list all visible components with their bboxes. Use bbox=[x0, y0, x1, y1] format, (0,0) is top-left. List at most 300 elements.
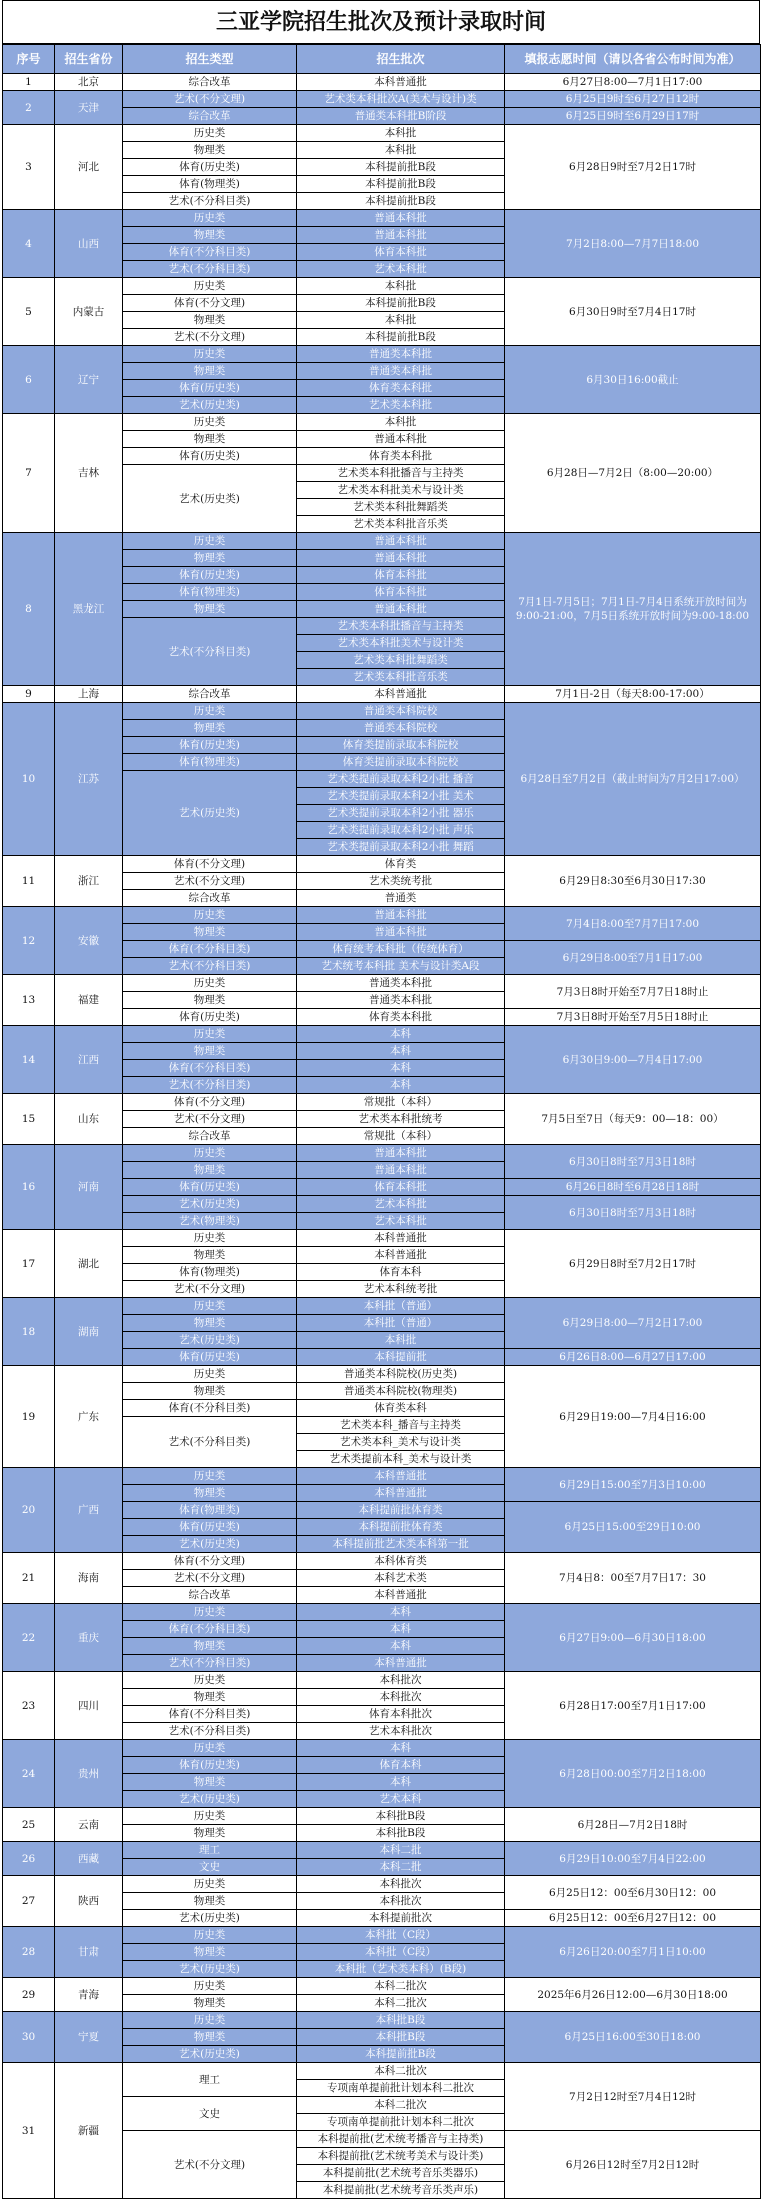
province-group bbox=[3, 278, 761, 346]
application-time: 6月25日9时至6月27日12时 bbox=[505, 91, 761, 108]
admission-type: 历史类 bbox=[123, 1978, 297, 1995]
admission-batch: 普通类本科批 bbox=[297, 346, 505, 363]
admission-type: 艺术(历史类) bbox=[123, 1332, 297, 1349]
application-time: 6月28日00:00至7月2日18:00 bbox=[505, 1740, 761, 1808]
application-time: 6月25日15:00至29日10:00 bbox=[505, 1502, 761, 1553]
province-group bbox=[3, 91, 761, 125]
admission-batch: 普通本科批 bbox=[297, 924, 505, 941]
admission-type: 体育(历史类) bbox=[123, 1349, 297, 1366]
province-group bbox=[3, 856, 761, 907]
province-group bbox=[3, 1230, 761, 1298]
admission-type: 艺术(不分文理) bbox=[123, 873, 297, 890]
row-number: 2 bbox=[3, 91, 55, 125]
admission-batch: 普通类本科院校 bbox=[297, 703, 505, 720]
province-group bbox=[3, 346, 761, 414]
admission-batch: 本科批B段 bbox=[297, 2029, 505, 2046]
admission-type: 历史类 bbox=[123, 1366, 297, 1383]
province-group bbox=[3, 907, 761, 975]
province-group bbox=[3, 1808, 761, 1842]
admission-type: 历史类 bbox=[123, 1298, 297, 1315]
admission-batch: 普通本科批 bbox=[297, 1162, 505, 1179]
admission-batch: 本科二批次 bbox=[297, 2097, 505, 2114]
admission-batch: 本科批 bbox=[297, 125, 505, 142]
province-group bbox=[3, 1468, 761, 1553]
admission-batch: 本科普通批 bbox=[297, 1655, 505, 1672]
province-group bbox=[3, 74, 761, 91]
admission-type: 物理类 bbox=[123, 1689, 297, 1706]
admission-type: 物理类 bbox=[123, 720, 297, 737]
admission-batch: 本科普通批 bbox=[297, 1230, 505, 1247]
province-name: 海南 bbox=[55, 1553, 123, 1604]
header-batch: 招生批次 bbox=[297, 45, 505, 74]
admission-batch: 艺术类本科批 bbox=[297, 397, 505, 414]
admission-batch: 艺术类本科批舞蹈类 bbox=[297, 499, 505, 516]
admission-type: 艺术(历史类) bbox=[123, 1910, 297, 1927]
application-time: 6月28日至7月2日（截止时间为7月2日17:00） bbox=[505, 703, 761, 856]
admission-batch: 普通类本科院校(物理类) bbox=[297, 1383, 505, 1400]
admission-batch: 艺术类本科批次A(美术与设计)类 bbox=[297, 91, 505, 108]
admission-type: 艺术(历史类) bbox=[123, 771, 297, 856]
admission-batch: 普通类本科批 bbox=[297, 363, 505, 380]
application-time: 6月26日8时至6月28日18时 bbox=[505, 1179, 761, 1196]
application-time: 7月2日12时至7月4日12时 bbox=[505, 2063, 761, 2131]
application-time: 6月28日9时至7月2日17时 bbox=[505, 125, 761, 210]
admission-batch: 体育本科批 bbox=[297, 584, 505, 601]
admission-type: 体育(不分科目类) bbox=[123, 1060, 297, 1077]
admission-batch: 普通本科批 bbox=[297, 431, 505, 448]
province-group bbox=[3, 1145, 761, 1230]
admission-batch: 本科提前批(艺术统考音乐类器乐) bbox=[297, 2165, 505, 2182]
province-name: 江西 bbox=[55, 1026, 123, 1094]
admission-batch: 普通类本科院校(历史类) bbox=[297, 1366, 505, 1383]
province-name: 黑龙江 bbox=[55, 533, 123, 686]
admission-type: 综合改革 bbox=[123, 74, 297, 91]
admission-type: 物理类 bbox=[123, 1383, 297, 1400]
application-time: 6月29日8:00至7月1日17:00 bbox=[505, 941, 761, 975]
admission-type: 体育(物理类) bbox=[123, 176, 297, 193]
province-group bbox=[3, 1842, 761, 1876]
admission-type: 物理类 bbox=[123, 924, 297, 941]
admission-batch: 本科提前批(艺术统考美术与设计类) bbox=[297, 2148, 505, 2165]
admission-type: 艺术(不分科目类) bbox=[123, 618, 297, 686]
province-group bbox=[3, 1604, 761, 1672]
header-time: 填报志愿时间（请以各省公布时间为准） bbox=[505, 45, 761, 74]
admission-type: 历史类 bbox=[123, 1927, 297, 1944]
admission-batch: 本科批 bbox=[297, 278, 505, 295]
province-name: 内蒙古 bbox=[55, 278, 123, 346]
admission-batch: 普通类 bbox=[297, 890, 505, 907]
admission-type: 艺术(不分文理) bbox=[123, 329, 297, 346]
admission-batch: 本科 bbox=[297, 1604, 505, 1621]
row-number: 27 bbox=[3, 1876, 55, 1927]
province-name: 广东 bbox=[55, 1366, 123, 1468]
admission-batch: 本科批次 bbox=[297, 1876, 505, 1893]
admission-type: 体育(物理类) bbox=[123, 1264, 297, 1281]
admission-batch: 本科提前批艺术类本科第一批 bbox=[297, 1536, 505, 1553]
admission-batch: 本科提前批(艺术统考播音与主持类) bbox=[297, 2131, 505, 2148]
admission-type: 艺术(不分文理) bbox=[123, 1570, 297, 1587]
admission-batch: 艺术本科批 bbox=[297, 1213, 505, 1230]
province-group bbox=[3, 1553, 761, 1604]
application-time: 6月27日9:00—6月30日18:00 bbox=[505, 1604, 761, 1672]
admission-batch: 本科批次 bbox=[297, 1689, 505, 1706]
admission-type: 物理类 bbox=[123, 431, 297, 448]
admission-type: 历史类 bbox=[123, 1672, 297, 1689]
table-row bbox=[3, 1978, 761, 1995]
application-time: 7月2日8:00—7月7日18:00 bbox=[505, 210, 761, 278]
admission-batch: 体育统考本科批（传统体育） bbox=[297, 941, 505, 958]
row-number: 23 bbox=[3, 1672, 55, 1740]
admission-type: 艺术(历史类) bbox=[123, 2046, 297, 2063]
admission-type: 体育(历史类) bbox=[123, 1179, 297, 1196]
province-name: 青海 bbox=[55, 1978, 123, 2012]
province-group bbox=[3, 975, 761, 1026]
admission-batch: 本科批B段 bbox=[297, 2012, 505, 2029]
application-time: 6月28日—7月2日18时 bbox=[505, 1808, 761, 1842]
admission-type: 历史类 bbox=[123, 125, 297, 142]
admission-batch: 本科提前批B段 bbox=[297, 193, 505, 210]
province-group bbox=[3, 1978, 761, 2012]
province-group bbox=[3, 1876, 761, 1927]
admission-batch: 艺术本科批 bbox=[297, 1196, 505, 1213]
admission-batch: 本科批 bbox=[297, 1332, 505, 1349]
province-name: 湖北 bbox=[55, 1230, 123, 1298]
admission-batch: 本科 bbox=[297, 1060, 505, 1077]
admission-type: 综合改革 bbox=[123, 108, 297, 125]
province-name: 江苏 bbox=[55, 703, 123, 856]
admission-batch: 艺术类本科_美术与设计类 bbox=[297, 1434, 505, 1451]
admission-batch: 体育类提前录取本科院校 bbox=[297, 737, 505, 754]
admission-type: 体育(不分文理) bbox=[123, 856, 297, 873]
province-name: 福建 bbox=[55, 975, 123, 1026]
admission-type: 历史类 bbox=[123, 1145, 297, 1162]
admission-type: 艺术(不分文理) bbox=[123, 1281, 297, 1298]
table-row bbox=[3, 1842, 761, 1859]
admission-batch: 普通类本科批B阶段 bbox=[297, 108, 505, 125]
application-time: 2025年6月26日12:00—6月30日18:00 bbox=[505, 1978, 761, 2012]
admission-batch: 本科 bbox=[297, 1638, 505, 1655]
admission-batch: 艺术类提前录取本科2小批 器乐 bbox=[297, 805, 505, 822]
admission-batch: 本科提前批次 bbox=[297, 1910, 505, 1927]
table-row bbox=[3, 1026, 761, 1043]
admission-type: 艺术(历史类) bbox=[123, 1791, 297, 1808]
admission-batch: 本科普通批 bbox=[297, 686, 505, 703]
admission-type: 体育(不分科目类) bbox=[123, 941, 297, 958]
application-time: 6月29日19:00—7月4日16:00 bbox=[505, 1366, 761, 1468]
admission-batch: 本科二批次 bbox=[297, 1978, 505, 1995]
admission-type: 体育(历史类) bbox=[123, 1519, 297, 1536]
application-time: 6月26日8:00—6月27日17:00 bbox=[505, 1349, 761, 1366]
row-number: 14 bbox=[3, 1026, 55, 1094]
table-row bbox=[3, 1094, 761, 1111]
admission-type: 历史类 bbox=[123, 975, 297, 992]
province-group bbox=[3, 2063, 761, 2199]
admission-type: 历史类 bbox=[123, 414, 297, 431]
admission-batch: 本科体育类 bbox=[297, 1553, 505, 1570]
application-time: 6月25日9时至6月29日17时 bbox=[505, 108, 761, 125]
admission-batch: 体育本科 bbox=[297, 1757, 505, 1774]
admission-batch: 本科提前批 bbox=[297, 1349, 505, 1366]
table-row bbox=[3, 856, 761, 873]
admission-type: 文史 bbox=[123, 2097, 297, 2131]
admission-batch: 体育本科批 bbox=[297, 244, 505, 261]
admission-type: 物理类 bbox=[123, 1774, 297, 1791]
admission-type: 物理类 bbox=[123, 1825, 297, 1842]
admission-type: 历史类 bbox=[123, 1026, 297, 1043]
admission-batch: 本科批B段 bbox=[297, 1808, 505, 1825]
admission-batch: 艺术类本科批舞蹈类 bbox=[297, 652, 505, 669]
table-row bbox=[3, 1876, 761, 1893]
admission-batch: 本科批（C段） bbox=[297, 1927, 505, 1944]
admission-batch: 本科批 bbox=[297, 414, 505, 431]
header-no: 序号 bbox=[3, 45, 55, 74]
admission-batch: 艺术统考本科批 美术与设计类A段 bbox=[297, 958, 505, 975]
admission-batch: 本科批（普通） bbox=[297, 1298, 505, 1315]
admission-batch: 艺术类统考批 bbox=[297, 873, 505, 890]
application-time: 7月4日8：00至7月7日17：30 bbox=[505, 1553, 761, 1604]
admission-batch: 艺术类本科_播音与主持类 bbox=[297, 1417, 505, 1434]
province-name: 安徽 bbox=[55, 907, 123, 975]
application-time: 6月30日8时至7月3日18时 bbox=[505, 1196, 761, 1230]
admission-batch: 体育类本科批 bbox=[297, 380, 505, 397]
table-row bbox=[3, 1468, 761, 1485]
admission-type: 物理类 bbox=[123, 1638, 297, 1655]
row-number: 11 bbox=[3, 856, 55, 907]
admission-type: 体育(历史类) bbox=[123, 448, 297, 465]
application-time: 6月29日15:00至7月3日10:00 bbox=[505, 1468, 761, 1502]
admission-batch: 体育类本科批 bbox=[297, 448, 505, 465]
admission-type: 理工 bbox=[123, 2063, 297, 2097]
table-row bbox=[3, 346, 761, 363]
admission-batch: 艺术类本科批音乐类 bbox=[297, 669, 505, 686]
province-group bbox=[3, 686, 761, 703]
admission-batch: 普通本科批 bbox=[297, 210, 505, 227]
admission-batch: 专项南单提前批计划本科二批次 bbox=[297, 2114, 505, 2131]
row-number: 22 bbox=[3, 1604, 55, 1672]
application-time: 6月29日8:00—7月2日17:00 bbox=[505, 1298, 761, 1349]
admission-batch: 本科提前批体育类 bbox=[297, 1519, 505, 1536]
admission-batch: 本科提前批B段 bbox=[297, 295, 505, 312]
table-row bbox=[3, 1740, 761, 1757]
row-number: 28 bbox=[3, 1927, 55, 1978]
province-group bbox=[3, 1094, 761, 1145]
admission-batch: 体育类 bbox=[297, 856, 505, 873]
row-number: 24 bbox=[3, 1740, 55, 1808]
application-time: 6月29日10:00至7月4日22:00 bbox=[505, 1842, 761, 1876]
admission-type: 体育(物理类) bbox=[123, 584, 297, 601]
province-name: 新疆 bbox=[55, 2063, 123, 2199]
table-row bbox=[3, 74, 761, 91]
admission-type: 艺术(不分文理) bbox=[123, 91, 297, 108]
admission-type: 物理类 bbox=[123, 1162, 297, 1179]
province-name: 浙江 bbox=[55, 856, 123, 907]
row-number: 7 bbox=[3, 414, 55, 533]
admission-type: 综合改革 bbox=[123, 1128, 297, 1145]
admission-type: 体育(历史类) bbox=[123, 1757, 297, 1774]
table-row bbox=[3, 975, 761, 992]
application-time: 7月4日8:00至7月7日17:00 bbox=[505, 907, 761, 941]
admission-batch: 本科二批次 bbox=[297, 1995, 505, 2012]
admission-batch: 本科普通批 bbox=[297, 74, 505, 91]
admission-type: 艺术(不分科目类) bbox=[123, 193, 297, 210]
admission-type: 体育(不分文理) bbox=[123, 295, 297, 312]
province-name: 重庆 bbox=[55, 1604, 123, 1672]
admission-type: 物理类 bbox=[123, 601, 297, 618]
row-number: 19 bbox=[3, 1366, 55, 1468]
admission-batch: 普通本科批 bbox=[297, 907, 505, 924]
province-group bbox=[3, 1927, 761, 1978]
admission-batch: 本科二批次 bbox=[297, 2063, 505, 2080]
province-name: 河南 bbox=[55, 1145, 123, 1230]
table-header-row bbox=[3, 45, 761, 74]
province-name: 吉林 bbox=[55, 414, 123, 533]
admission-type: 物理类 bbox=[123, 1043, 297, 1060]
admission-type: 体育(历史类) bbox=[123, 159, 297, 176]
admission-type: 物理类 bbox=[123, 142, 297, 159]
province-name: 山西 bbox=[55, 210, 123, 278]
admission-type: 艺术(不分科目类) bbox=[123, 1723, 297, 1740]
admission-type: 艺术(历史类) bbox=[123, 465, 297, 533]
table-row bbox=[3, 1145, 761, 1162]
admission-batch: 体育类提前录取本科院校 bbox=[297, 754, 505, 771]
province-group bbox=[3, 1026, 761, 1094]
province-group bbox=[3, 2012, 761, 2063]
admission-batch: 本科普通批 bbox=[297, 1247, 505, 1264]
admission-type: 艺术(历史类) bbox=[123, 1961, 297, 1978]
application-time: 7月3日8时开始至7月5日18时止 bbox=[505, 1009, 761, 1026]
admission-type: 艺术(不分科目类) bbox=[123, 1417, 297, 1468]
table-row bbox=[3, 533, 761, 550]
admission-batch: 艺术类本科批美术与设计类 bbox=[297, 635, 505, 652]
header-province: 招生省份 bbox=[55, 45, 123, 74]
admission-type: 物理类 bbox=[123, 1893, 297, 1910]
table-row bbox=[3, 1604, 761, 1621]
table-row bbox=[3, 210, 761, 227]
table-row bbox=[3, 2012, 761, 2029]
admission-batch: 本科批 bbox=[297, 142, 505, 159]
admission-type: 历史类 bbox=[123, 1808, 297, 1825]
province-name: 甘肃 bbox=[55, 1927, 123, 1978]
admission-type: 物理类 bbox=[123, 550, 297, 567]
table-row bbox=[3, 91, 761, 108]
province-group bbox=[3, 1740, 761, 1808]
admission-batch: 体育本科批 bbox=[297, 1179, 505, 1196]
admission-batch: 艺术类提前录取本科2小批 舞蹈 bbox=[297, 839, 505, 856]
admission-batch: 本科普通批 bbox=[297, 1587, 505, 1604]
admission-type: 体育(物理类) bbox=[123, 754, 297, 771]
admission-type: 物理类 bbox=[123, 1315, 297, 1332]
admission-type: 历史类 bbox=[123, 210, 297, 227]
province-name: 云南 bbox=[55, 1808, 123, 1842]
admission-batch: 艺术类本科批播音与主持类 bbox=[297, 618, 505, 635]
admission-batch: 体育本科 bbox=[297, 1264, 505, 1281]
row-number: 26 bbox=[3, 1842, 55, 1876]
row-number: 10 bbox=[3, 703, 55, 856]
admission-type: 物理类 bbox=[123, 227, 297, 244]
application-time: 6月25日12：00至6月30日12：00 bbox=[505, 1876, 761, 1910]
application-time: 6月29日8时至7月2日17时 bbox=[505, 1230, 761, 1298]
row-number: 29 bbox=[3, 1978, 55, 2012]
application-time: 6月30日8时至7月3日18时 bbox=[505, 1145, 761, 1179]
admission-batch: 普通本科批 bbox=[297, 533, 505, 550]
admission-batch: 专项南单提前批计划本科二批次 bbox=[297, 2080, 505, 2097]
table-row bbox=[3, 1927, 761, 1944]
admission-batch: 本科二批 bbox=[297, 1842, 505, 1859]
row-number: 25 bbox=[3, 1808, 55, 1842]
row-number: 12 bbox=[3, 907, 55, 975]
admission-batch: 普通本科批 bbox=[297, 227, 505, 244]
row-number: 9 bbox=[3, 686, 55, 703]
admission-batch: 体育本科批次 bbox=[297, 1706, 505, 1723]
province-group bbox=[3, 1366, 761, 1468]
admission-batch: 常规批（本科） bbox=[297, 1128, 505, 1145]
row-number: 8 bbox=[3, 533, 55, 686]
admission-batch: 艺术类提前录取本科2小批 声乐 bbox=[297, 822, 505, 839]
admission-batch: 体育本科批 bbox=[297, 567, 505, 584]
table-row bbox=[3, 703, 761, 720]
admission-batch: 本科普通批 bbox=[297, 1485, 505, 1502]
province-name: 湖南 bbox=[55, 1298, 123, 1366]
admission-type: 体育(不分科目类) bbox=[123, 1621, 297, 1638]
admission-type: 物理类 bbox=[123, 312, 297, 329]
admission-type: 综合改革 bbox=[123, 686, 297, 703]
admission-batch: 艺术本科批次 bbox=[297, 1723, 505, 1740]
admission-type: 物理类 bbox=[123, 1995, 297, 2012]
admission-batch: 本科 bbox=[297, 1621, 505, 1638]
admission-type: 历史类 bbox=[123, 907, 297, 924]
admission-batch: 本科批（C段） bbox=[297, 1944, 505, 1961]
application-time: 6月30日16:00截止 bbox=[505, 346, 761, 414]
province-group bbox=[3, 210, 761, 278]
province-group bbox=[3, 1298, 761, 1366]
admission-batch: 普通类本科批 bbox=[297, 992, 505, 1009]
admission-batch: 普通本科批 bbox=[297, 550, 505, 567]
admission-type: 艺术(不分科目类) bbox=[123, 958, 297, 975]
admission-batch: 艺术本科统考批 bbox=[297, 1281, 505, 1298]
province-name: 河北 bbox=[55, 125, 123, 210]
table-row bbox=[3, 1366, 761, 1383]
table-row bbox=[3, 1553, 761, 1570]
row-number: 21 bbox=[3, 1553, 55, 1604]
application-time: 6月28日—7月2日（8:00—20:00） bbox=[505, 414, 761, 533]
row-number: 16 bbox=[3, 1145, 55, 1230]
admission-batch: 本科二批 bbox=[297, 1859, 505, 1876]
province-group bbox=[3, 1672, 761, 1740]
admission-type: 体育(历史类) bbox=[123, 567, 297, 584]
table-row bbox=[3, 1230, 761, 1247]
admission-batch: 本科提前批(艺术统考音乐类声乐) bbox=[297, 2182, 505, 2199]
admission-batch: 本科普通批 bbox=[297, 1468, 505, 1485]
admission-batch: 普通本科批 bbox=[297, 601, 505, 618]
application-time: 6月28日17:00至7月1日17:00 bbox=[505, 1672, 761, 1740]
admission-type: 历史类 bbox=[123, 1740, 297, 1757]
table-row bbox=[3, 686, 761, 703]
admission-batch: 普通类本科批 bbox=[297, 975, 505, 992]
admission-type: 艺术(不分科目类) bbox=[123, 261, 297, 278]
province-name: 陕西 bbox=[55, 1876, 123, 1927]
admission-batch: 普通类本科院校 bbox=[297, 720, 505, 737]
admission-type: 体育(历史类) bbox=[123, 1009, 297, 1026]
admission-batch: 本科批B段 bbox=[297, 1825, 505, 1842]
admission-type: 文史 bbox=[123, 1859, 297, 1876]
province-name: 四川 bbox=[55, 1672, 123, 1740]
application-time: 6月25日16:00至30日18:00 bbox=[505, 2012, 761, 2063]
admission-batch: 艺术类提前本科_美术与设计类 bbox=[297, 1451, 505, 1468]
admission-batch: 艺术类本科批统考 bbox=[297, 1111, 505, 1128]
admission-type: 历史类 bbox=[123, 1876, 297, 1893]
admission-batch: 艺术类本科批播音与主持类 bbox=[297, 465, 505, 482]
admission-type: 历史类 bbox=[123, 703, 297, 720]
